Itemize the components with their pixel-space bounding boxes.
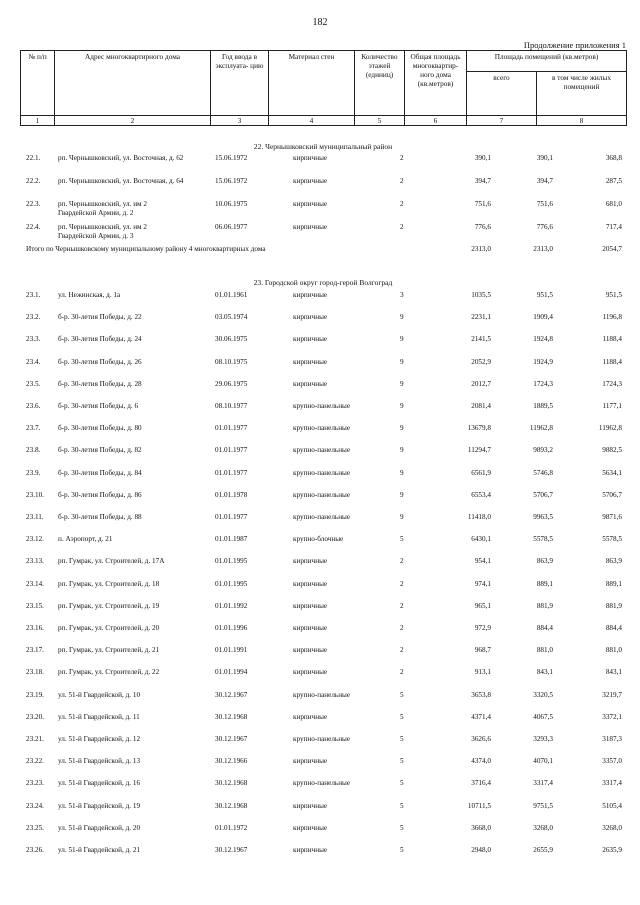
row-total-area: 972,9 — [474, 624, 491, 632]
row-area-all: 5746,8 — [533, 468, 553, 477]
row-area-residential: 368,8 — [605, 154, 622, 162]
row-total-area: 4371,4 — [471, 712, 491, 721]
row-floors: 5 — [400, 757, 404, 766]
row-year: 01.01.1994 — [215, 668, 248, 677]
row-area-all: 881,0 — [536, 646, 553, 655]
row-floors: 9 — [400, 357, 404, 366]
row-number: 23.26. — [26, 846, 44, 854]
row-total-area: 2052,9 — [471, 357, 491, 366]
row-address: рп. Чернышковский, ул. им 2 Гвардейской Армии, д. 2 — [58, 200, 147, 217]
row-year: 30.12.1968 — [215, 801, 248, 810]
table-row — [20, 602, 626, 622]
table-row — [20, 824, 626, 844]
table-row — [20, 402, 626, 422]
table-row — [20, 513, 626, 533]
header-col-index: 7 — [467, 116, 537, 126]
row-number: 23.9. — [26, 468, 41, 477]
row-number: 22.4. — [26, 223, 41, 231]
row-year: 15.06.1972 — [215, 154, 248, 162]
row-number: 23.24. — [26, 801, 44, 810]
row-total-area: 751,6 — [474, 200, 491, 208]
table-row — [20, 380, 626, 400]
row-address: рп. Гумрак, ул. Строителей, д. 19 — [58, 601, 160, 610]
row-address: рп. Чернышковский, ул. Восточная, д. 64 — [58, 177, 184, 185]
total-area-residential: 2054,7 — [602, 245, 622, 253]
row-material: кирпичные — [293, 646, 328, 655]
total-area-all: 2313,0 — [533, 245, 553, 253]
row-material: кирпичные — [293, 624, 328, 632]
row-number: 23.1. — [26, 291, 41, 299]
row-material: крупно-панельные — [293, 513, 351, 521]
row-material: кирпичные — [293, 177, 328, 185]
row-total-area: 3626,6 — [471, 735, 491, 743]
row-number: 23.11. — [26, 513, 44, 521]
row-year: 01.01.1992 — [215, 601, 248, 610]
row-area-residential: 881,9 — [605, 601, 622, 610]
row-year: 01.01.1977 — [215, 468, 248, 477]
row-material: крупно-панельные — [293, 424, 351, 433]
table-row — [20, 557, 626, 577]
row-address: ул. 51-й Гвардейской, д. 13 — [58, 757, 141, 766]
row-address: рп. Чернышковский, ул. Восточная, д. 62 — [58, 154, 184, 162]
row-address: рп. Чернышковский, ул. им 2 Гвардейской Армии, д. 3 — [58, 223, 147, 240]
row-area-residential: 863,9 — [605, 557, 622, 566]
row-area-all: 3268,0 — [533, 823, 553, 832]
row-year: 01.01.1991 — [215, 646, 248, 655]
row-area-all: 863,9 — [536, 557, 553, 566]
section-title: 23. Городской округ город-герой Волгоград — [253, 278, 393, 287]
row-area-all: 9963,5 — [533, 513, 553, 521]
row-year: 15.06.1972 — [215, 177, 248, 185]
total-area: 2313,0 — [471, 245, 491, 253]
row-year: 30.12.1966 — [215, 757, 248, 766]
row-area-all: 1924,8 — [533, 335, 553, 344]
row-area-residential: 2635,9 — [602, 846, 622, 854]
row-number: 23.18. — [26, 668, 44, 677]
row-floors: 5 — [400, 823, 404, 832]
row-total-area: 2948,0 — [471, 846, 491, 854]
table-row — [20, 424, 626, 444]
row-floors: 9 — [400, 513, 404, 521]
row-total-area: 3716,4 — [471, 779, 491, 788]
continuation-note: Продолжение приложения 1 — [523, 40, 626, 50]
table-row — [20, 646, 626, 666]
table-row — [20, 757, 626, 777]
row-area-residential: 9882,5 — [602, 446, 622, 455]
row-total-area: 6553,4 — [471, 490, 491, 499]
row-area-all: 3293,3 — [533, 735, 553, 743]
row-floors: 2 — [400, 200, 404, 208]
row-address: п. Аэропорт, д. 21 — [58, 535, 113, 544]
row-area-all: 1909,4 — [533, 313, 553, 322]
row-number: 23.25. — [26, 823, 44, 832]
row-address: б-р. 30-летия Победы, д. 80 — [58, 424, 142, 433]
row-year: 01.01.1961 — [215, 291, 248, 299]
row-area-all: 881,9 — [536, 601, 553, 610]
row-material: кирпичные — [293, 200, 328, 208]
row-area-residential: 843,1 — [605, 668, 622, 677]
row-area-residential: 1724,3 — [602, 379, 622, 388]
table-row — [20, 291, 626, 311]
row-area-all: 1889,5 — [533, 402, 553, 410]
table-row — [20, 624, 626, 644]
header-col-address: Адрес многоквартирного дома — [55, 51, 211, 116]
row-material: крупно-панельные — [293, 402, 351, 410]
row-material: кирпичные — [293, 557, 328, 566]
row-total-area: 954,1 — [474, 557, 491, 566]
row-material: крупно-панельные — [293, 779, 351, 788]
row-area-residential: 1188,4 — [602, 357, 622, 366]
header-col-floors: Количество этажей (единиц) — [355, 51, 405, 116]
row-floors: 2 — [400, 624, 404, 632]
row-floors: 9 — [400, 468, 404, 477]
row-area-all: 4067,5 — [533, 712, 553, 721]
row-year: 08.10.1977 — [215, 402, 248, 410]
row-material: кирпичные — [293, 846, 328, 854]
table-row — [20, 735, 626, 755]
row-area-residential: 884,4 — [605, 624, 622, 632]
row-floors: 5 — [400, 801, 404, 810]
row-number: 23.15. — [26, 601, 44, 610]
row-number: 22.2. — [26, 177, 41, 185]
row-address: ул. 51-й Гвардейской, д. 12 — [58, 735, 141, 743]
row-total-area: 2231,1 — [471, 313, 491, 322]
row-material: кирпичные — [293, 801, 328, 810]
row-floors: 9 — [400, 335, 404, 344]
row-total-area: 2012,7 — [471, 379, 491, 388]
row-area-residential: 3219,7 — [602, 690, 622, 699]
row-total-area: 2141,5 — [471, 335, 491, 344]
row-year: 01.01.1977 — [215, 446, 248, 455]
row-material: кирпичные — [293, 757, 328, 766]
header-col-index: 6 — [405, 116, 467, 126]
page-number: 182 — [312, 17, 328, 28]
row-area-residential: 3357,0 — [602, 757, 622, 766]
row-number: 23.10. — [26, 490, 44, 499]
row-floors: 2 — [400, 601, 404, 610]
row-area-residential: 287,5 — [605, 177, 622, 185]
row-year: 30.12.1967 — [215, 735, 248, 743]
row-area-residential: 889,1 — [605, 579, 622, 588]
row-total-area: 390,1 — [474, 154, 491, 162]
row-total-area: 10711,5 — [467, 801, 491, 810]
row-number: 23.7. — [26, 424, 41, 433]
row-number: 23.16. — [26, 624, 44, 632]
row-material: кирпичные — [293, 823, 328, 832]
row-number: 23.6. — [26, 402, 41, 410]
row-year: 30.12.1967 — [215, 690, 248, 699]
row-area-residential: 1188,4 — [602, 335, 622, 344]
row-floors: 9 — [400, 313, 404, 322]
table-row — [20, 668, 626, 688]
row-material: кирпичные — [293, 313, 328, 322]
row-number: 23.3. — [26, 335, 41, 344]
row-material: крупно-панельные — [293, 446, 351, 455]
row-year: 01.01.1977 — [215, 424, 248, 433]
row-material: крупно-блочные — [293, 535, 344, 544]
row-total-area: 965,1 — [474, 601, 491, 610]
row-total-area: 6561,9 — [471, 468, 491, 477]
row-address: б-р. 30-летия Победы, д. 84 — [58, 468, 142, 477]
header-col-year: Год ввода в эксплуата- цию — [211, 51, 269, 116]
row-year: 08.10.1975 — [215, 357, 248, 366]
row-year: 01.01.1996 — [215, 624, 248, 632]
row-area-all: 2655,9 — [533, 846, 553, 854]
header-col-material: Материал стен — [269, 51, 355, 116]
row-area-all: 776,6 — [536, 223, 553, 231]
row-area-residential: 3187,3 — [602, 735, 622, 743]
row-area-residential: 9871,6 — [602, 513, 622, 521]
row-material: кирпичные — [293, 601, 328, 610]
row-year: 10.06.1975 — [215, 200, 248, 208]
row-address: б-р. 30-летия Победы, д. 22 — [58, 313, 142, 322]
row-material: кирпичные — [293, 668, 328, 677]
row-floors: 5 — [400, 690, 404, 699]
row-area-all: 9893,2 — [533, 446, 553, 455]
header-col-residential: в том числе жилых помещений — [537, 72, 627, 116]
row-address: б-р. 30-летия Победы, д. 6 — [58, 402, 139, 410]
row-address: рп. Гумрак, ул. Строителей, д. 20 — [58, 624, 160, 632]
header-col-all: всего — [467, 72, 537, 116]
row-area-all: 884,4 — [536, 624, 553, 632]
row-floors: 3 — [400, 291, 404, 299]
row-material: кирпичные — [293, 579, 328, 588]
table-row — [20, 469, 626, 489]
row-area-residential: 951,5 — [605, 291, 622, 299]
table-row — [20, 313, 626, 333]
table-row — [20, 154, 626, 174]
row-number: 23.5. — [26, 379, 41, 388]
row-area-all: 9751,5 — [533, 801, 553, 810]
row-floors: 9 — [400, 379, 404, 388]
row-floors: 2 — [400, 154, 404, 162]
row-area-all: 3320,5 — [533, 690, 553, 699]
row-area-residential: 1196,8 — [602, 313, 622, 322]
row-address: рп. Гумрак, ул. Строителей, д. 21 — [58, 646, 160, 655]
row-number: 23.8. — [26, 446, 41, 455]
row-year: 06.06.1977 — [215, 223, 248, 231]
row-number: 23.13. — [26, 557, 44, 566]
row-area-residential: 3372,1 — [602, 712, 622, 721]
row-material: кирпичные — [293, 379, 328, 388]
row-area-all: 4070,1 — [533, 757, 553, 766]
header-col-index: 4 — [269, 116, 355, 126]
row-address: б-р. 30-летия Победы, д. 88 — [58, 513, 142, 521]
row-area-all: 390,1 — [536, 154, 553, 162]
row-year: 29.06.1975 — [215, 379, 248, 388]
row-total-area: 11294,7 — [467, 446, 491, 455]
row-floors: 9 — [400, 446, 404, 455]
table-row — [20, 713, 626, 733]
row-year: 30.12.1968 — [215, 779, 248, 788]
row-total-area: 974,1 — [474, 579, 491, 588]
section-title: 22. Чернышковский муниципальный район — [253, 142, 393, 151]
table-row — [20, 177, 626, 197]
row-address: ул. Нежинская, д. 1а — [58, 291, 121, 299]
row-address: б-р. 30-летия Победы, д. 28 — [58, 379, 142, 388]
row-year: 01.01.1995 — [215, 579, 248, 588]
row-floors: 9 — [400, 424, 404, 433]
row-number: 23.12. — [26, 535, 44, 544]
row-number: 23.2. — [26, 313, 41, 322]
row-address: ул. 51-й Гвардейской, д. 21 — [58, 846, 141, 854]
row-address: рп. Гумрак, ул. Строителей, д. 18 — [58, 579, 160, 588]
row-number: 23.4. — [26, 357, 41, 366]
row-total-area: 2081,4 — [471, 402, 491, 410]
row-material: крупно-панельные — [293, 490, 351, 499]
row-area-residential: 881,0 — [605, 646, 622, 655]
row-number: 22.1. — [26, 154, 41, 162]
row-number: 23.19. — [26, 690, 44, 699]
row-floors: 5 — [400, 712, 404, 721]
row-area-all: 1724,3 — [533, 379, 553, 388]
row-year: 01.01.1977 — [215, 513, 248, 521]
row-total-area: 776,6 — [474, 223, 491, 231]
row-floors: 2 — [400, 223, 404, 231]
row-material: кирпичные — [293, 712, 328, 721]
row-area-residential: 1177,1 — [602, 402, 622, 410]
row-area-residential: 3317,4 — [602, 779, 622, 788]
row-area-all: 1924,9 — [533, 357, 553, 366]
row-area-all: 3317,4 — [533, 779, 553, 788]
row-area-all: 5706,7 — [533, 490, 553, 499]
row-number: 23.22. — [26, 757, 44, 766]
table-row — [20, 358, 626, 378]
row-material: крупно-панельные — [293, 468, 351, 477]
row-material: крупно-панельные — [293, 690, 351, 699]
row-address: б-р. 30-летия Победы, д. 26 — [58, 357, 142, 366]
row-floors: 9 — [400, 402, 404, 410]
table-row — [20, 535, 626, 555]
row-address: рп. Гумрак, ул. Строителей, д. 22 — [58, 668, 160, 677]
row-total-area: 4374,0 — [471, 757, 491, 766]
row-area-residential: 3268,0 — [602, 823, 622, 832]
row-total-area: 13679,8 — [467, 424, 491, 433]
row-area-all: 889,1 — [536, 579, 553, 588]
row-address: б-р. 30-летия Победы, д. 82 — [58, 446, 142, 455]
table-row — [20, 446, 626, 466]
row-number: 22.3. — [26, 200, 41, 208]
header-col-index: 3 — [211, 116, 269, 126]
row-area-residential: 717,4 — [605, 223, 622, 231]
row-material: кирпичные — [293, 335, 328, 344]
row-year: 30.06.1975 — [215, 335, 248, 344]
row-address: рп. Гумрак, ул. Строителей, д. 17А — [58, 557, 165, 566]
total-row — [20, 245, 626, 265]
row-area-all: 394,7 — [536, 177, 553, 185]
row-number: 23.17. — [26, 646, 44, 655]
header-col-index: 5 — [355, 116, 405, 126]
row-floors: 5 — [400, 735, 404, 743]
row-address: б-р. 30-летия Победы, д. 24 — [58, 335, 142, 344]
row-area-all: 751,6 — [536, 200, 553, 208]
row-address: ул. 51-й Гвардейской, д. 11 — [58, 712, 140, 721]
header-col-index: 2 — [55, 116, 211, 126]
row-material: кирпичные — [293, 291, 328, 299]
row-total-area: 968,7 — [474, 646, 491, 655]
table-row — [20, 491, 626, 511]
row-material: кирпичные — [293, 357, 328, 366]
table-row — [20, 200, 626, 220]
row-total-area: 11418,0 — [467, 513, 491, 521]
row-area-residential: 5578,5 — [602, 535, 622, 544]
row-total-area: 6430,1 — [471, 535, 491, 544]
row-material: крупно-панельные — [293, 735, 351, 743]
row-total-area: 394,7 — [474, 177, 491, 185]
table-row — [20, 779, 626, 799]
row-number: 23.21. — [26, 735, 44, 743]
header-col-total-area: Общая площадь многоквартир- ного дома (кв.метров) — [405, 51, 467, 116]
row-number: 23.23. — [26, 779, 44, 788]
header-col-premises-area: Площадь помещений (кв.метров) — [467, 51, 627, 72]
row-floors: 5 — [400, 779, 404, 788]
header-col-index: 8 — [537, 116, 627, 126]
table-row — [20, 802, 626, 822]
row-area-residential: 5105,4 — [602, 801, 622, 810]
row-year: 01.01.1995 — [215, 557, 248, 566]
row-floors: 9 — [400, 490, 404, 499]
header-col-number: № п/п — [21, 51, 55, 116]
total-label: Итого по Чернышковскому муниципальному району 4 многоквартирных дома — [26, 245, 266, 253]
row-address: ул. 51-й Гвардейской, д. 20 — [58, 823, 141, 832]
row-address: ул. 51-й Гвардейской, д. 16 — [58, 779, 141, 788]
table-row — [20, 223, 626, 243]
row-number: 23.14. — [26, 579, 44, 588]
row-year: 01.01.1987 — [215, 535, 248, 544]
row-material: кирпичные — [293, 223, 328, 231]
row-floors: 2 — [400, 579, 404, 588]
row-area-all: 11962,8 — [529, 424, 553, 433]
row-year: 01.01.1972 — [215, 823, 248, 832]
row-number: 23.20. — [26, 712, 44, 721]
row-total-area: 913,1 — [474, 668, 491, 677]
row-area-residential: 5634,1 — [602, 468, 622, 477]
row-year: 03.05.1974 — [215, 313, 248, 322]
header-col-index: 1 — [21, 116, 55, 126]
table-row — [20, 846, 626, 866]
row-floors: 2 — [400, 557, 404, 566]
row-total-area: 3668,0 — [471, 823, 491, 832]
row-area-residential: 5706,7 — [602, 490, 622, 499]
row-year: 01.01.1978 — [215, 490, 248, 499]
row-year: 30.12.1968 — [215, 712, 248, 721]
row-area-all: 5578,5 — [533, 535, 553, 544]
row-area-all: 951,5 — [536, 291, 553, 299]
table-row — [20, 335, 626, 355]
table-row — [20, 691, 626, 711]
table-header — [20, 50, 627, 126]
table-row — [20, 580, 626, 600]
row-address: ул. 51-й Гвардейской, д. 10 — [58, 690, 141, 699]
row-material: кирпичные — [293, 154, 328, 162]
row-total-area: 1035,5 — [471, 291, 491, 299]
row-area-residential: 681,0 — [605, 200, 622, 208]
row-address: б-р. 30-летия Победы, д. 86 — [58, 490, 142, 499]
row-floors: 2 — [400, 177, 404, 185]
row-area-residential: 11962,8 — [598, 424, 622, 433]
row-total-area: 3653,8 — [471, 690, 491, 699]
row-address: ул. 51-й Гвардейской, д. 19 — [58, 801, 141, 810]
row-floors: 2 — [400, 646, 404, 655]
row-floors: 5 — [400, 846, 404, 854]
row-year: 30.12.1967 — [215, 846, 248, 854]
row-floors: 2 — [400, 668, 404, 677]
row-area-all: 843,1 — [536, 668, 553, 677]
row-floors: 5 — [400, 535, 404, 544]
